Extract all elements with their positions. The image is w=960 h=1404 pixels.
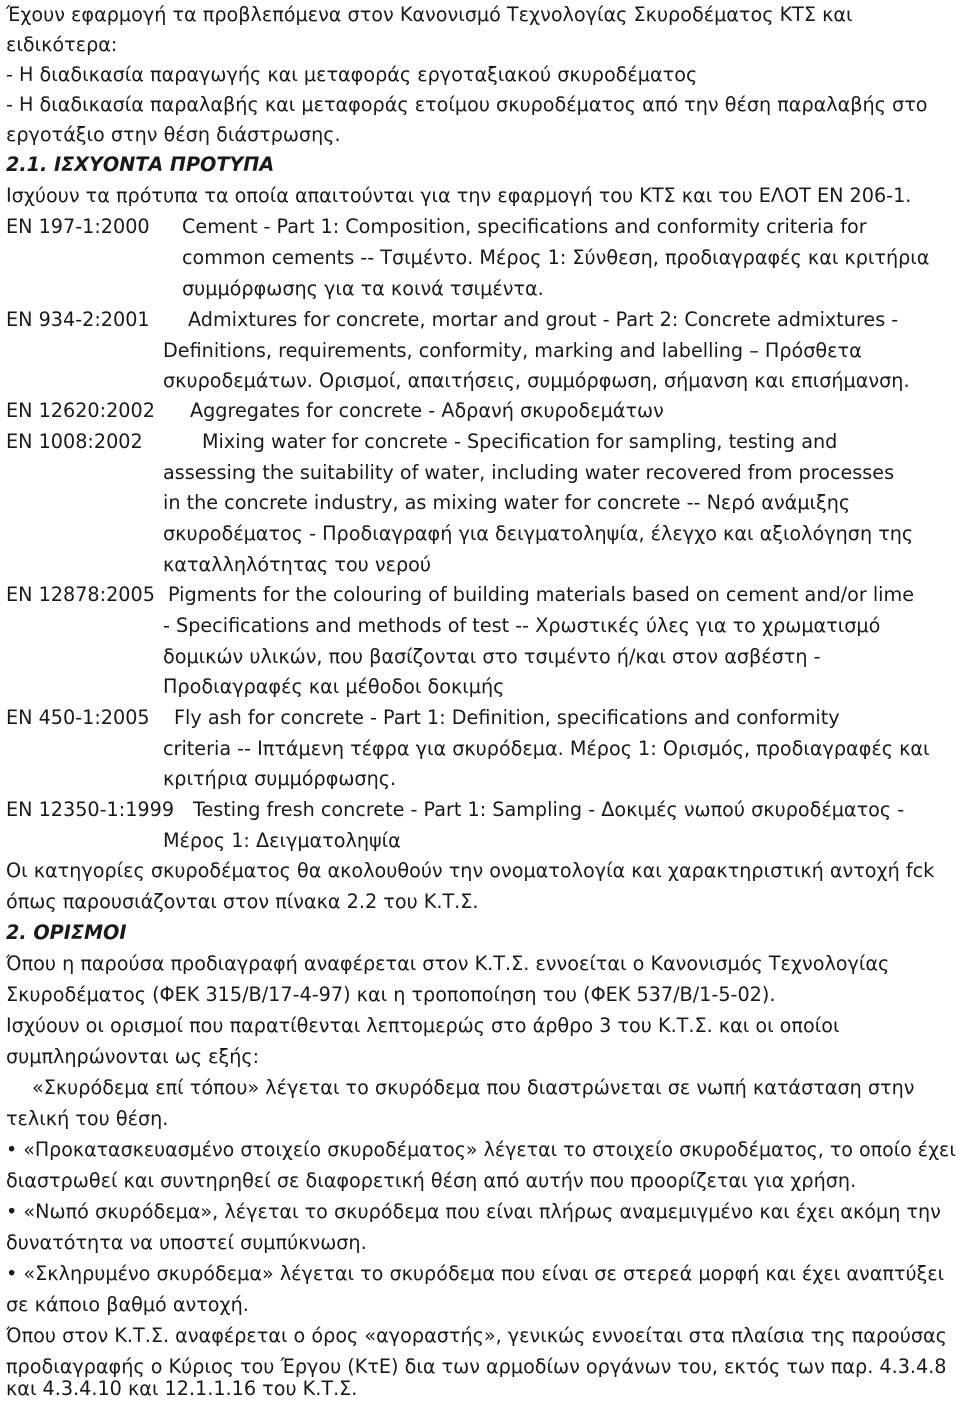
- standard-title-line: συμμόρφωσης για τα κοινά τσιμέντα.: [182, 277, 544, 300]
- standard-title-line: assessing the suitability of water, including water recovered from processes: [163, 461, 895, 484]
- standard-title-line: - Specifications and methods of test -- Χρωστικές ύλες για το χρωματισμό: [163, 614, 881, 637]
- definition-item: • «Σκληρυμένο σκυρόδεμα» λέγεται το σκυρόδεμα που είναι σε στερεά μορφή και έχει αναπτύξει: [6, 1262, 945, 1285]
- standard-title-line: καταλληλότητας του νερού: [163, 553, 431, 576]
- standard-code: EN 197-1:2000: [6, 215, 150, 238]
- definitions-p3-line-1: Όπου στον Κ.Τ.Σ. αναφέρεται ο όρος «αγοραστής», γενικώς εννοείται στα πλαίσια της παρούσας: [6, 1324, 947, 1347]
- standard-code: EN 1008:2002: [6, 430, 143, 453]
- standard-title-line: Μέρος 1: Δειγματοληψία: [163, 829, 401, 852]
- standard-code: EN 12350-1:1999: [6, 798, 175, 821]
- standard-title-line: Admixtures for concrete, mortar and grout - Part 2: Concrete admixtures -: [188, 308, 899, 331]
- definitions-p2-line-1: Ισχύουν οι ορισμοί που παρατίθενται λεπτομερώς στο άρθρο 3 του Κ.Τ.Σ. και οι οποίοι: [6, 1014, 840, 1037]
- standard-code: EN 12878:2005: [6, 583, 155, 606]
- standard-code: EN 450-1:2005: [6, 706, 150, 729]
- definitions-p3-line-2: προδιαγραφής ο Κύριος του Έργου (ΚτΕ) δια των αρμοδίων οργάνων του, εκτός των παρ. 4.3.4.8: [6, 1355, 947, 1378]
- standard-title-line: in the concrete industry, as mixing water for concrete -- Νερό ανάμιξης: [163, 491, 851, 514]
- definition-item: «Σκυρόδεμα επί τόπου» λέγεται το σκυρόδεμα που διαστρώνεται σε νωπή κατάσταση στην: [32, 1076, 915, 1099]
- standard-title-line: δομικών υλικών, που βασίζονται στο τσιμέντο ή/και στον ασβέστη -: [163, 645, 821, 668]
- definitions-p3-line-3: και 4.3.4.10 και 12.1.1.16 του Κ.Τ.Σ.: [6, 1377, 358, 1400]
- section-21-text: Ισχύουν τα πρότυπα τα οποία απαιτούνται για την εφαρμογή του ΚΤΣ και του ΕΛΟΤ ΕΝ 206-1.: [6, 184, 912, 207]
- standard-code: EN 934-2:2001: [6, 308, 150, 331]
- definition-item-continued: διαστρωθεί και συντηρηθεί σε διαφορετική θέση από αυτήν που προορίζεται για χρήση.: [6, 1169, 857, 1192]
- definitions-p1-line-2: Σκυροδέματος (ΦΕΚ 315/Β/17-4-97) και η τροποποίηση του (ΦΕΚ 537/Β/1-5-02).: [6, 983, 776, 1006]
- definition-item-continued: δυνατότητα να υποστεί συμπύκνωση.: [6, 1231, 367, 1254]
- standard-title-line: Testing fresh concrete - Part 1: Sampling - Δοκιμές νωπού σκυροδέματος -: [193, 798, 905, 821]
- standard-title-line: Aggregates for concrete - Αδρανή σκυροδεμάτων: [190, 399, 664, 422]
- intro-line-1: Έχουν εφαρμογή τα προβλεπόμενα στον Κανονισμό Τεχνολογίας Σκυροδέματος ΚΤΣ και: [6, 3, 853, 26]
- section-21-heading: 2.1. ΙΣΧΥΟΝΤΑ ΠΡΟΤΥΠΑ: [6, 153, 275, 176]
- section-2-heading: 2. ΟΡΙΣΜΟΙ: [6, 921, 127, 944]
- standard-title-line: Fly ash for concrete - Part 1: Definition, specifications and conformity: [174, 706, 840, 729]
- standard-title-line: Προδιαγραφές και μέθοδοι δοκιμής: [163, 675, 505, 698]
- standard-title-line: σκυροδέματος - Προδιαγραφή για δειγματοληψία, έλεγχο και αξιολόγηση της: [163, 522, 914, 545]
- definitions-p2-line-2: συμπληρώνονται ως εξής:: [6, 1045, 260, 1068]
- categories-line-1: Οι κατηγορίες σκυροδέματος θα ακολουθούν την ονοματολογία και χαρακτηριστική αντοχή fck: [6, 859, 935, 882]
- definition-item-continued: σε κάποιο βαθμό αντοχή.: [6, 1293, 249, 1316]
- standard-title-line: κριτήρια συμμόρφωσης.: [163, 767, 397, 790]
- standard-title-line: criteria -- Ιπτάμενη τέφρα για σκυρόδεμα. Μέρος 1: Ορισμός, προδιαγραφές και: [163, 737, 930, 760]
- categories-line-2: όπως παρουσιάζονται στον πίνακα 2.2 του Κ.Τ.Σ.: [6, 890, 479, 913]
- standard-title-line: Pigments for the colouring of building materials based on cement and/or lime: [168, 583, 915, 606]
- definition-item: • «Προκατασκευασμένο στοιχείο σκυροδέματος» λέγεται το στοιχείο σκυροδέματος, το οποίο έχει: [6, 1138, 956, 1161]
- standard-title-line: Mixing water for concrete - Specification for sampling, testing and: [202, 430, 838, 453]
- intro-line-2: ειδικότερα:: [6, 33, 118, 56]
- definition-item: • «Νωπό σκυρόδεμα», λέγεται το σκυρόδεμα που είναι πλήρως αναμεμιγμένο και έχει ακόμη την: [6, 1200, 941, 1223]
- definition-item-continued: τελική του θέση.: [6, 1107, 169, 1130]
- definitions-p1-line-1: Όπου η παρούσα προδιαγραφή αναφέρεται στον Κ.Τ.Σ. εννοείται ο Κανονισμός Τεχνολογίας: [6, 952, 890, 975]
- standard-code: EN 12620:2002: [6, 399, 155, 422]
- intro-line-5: εργοτάξιο στην θέση διάστρωσης.: [6, 123, 341, 146]
- intro-line-4: - Η διαδικασία παραλαβής και μεταφοράς ετοίμου σκυροδέματος από την θέση παραλαβής στο: [6, 93, 928, 116]
- intro-line-3: - Η διαδικασία παραγωγής και μεταφοράς εργοταξιακού σκυροδέματος: [6, 63, 698, 86]
- standard-title-line: common cements -- Τσιμέντο. Μέρος 1: Σύνθεση, προδιαγραφές και κριτήρια: [182, 246, 930, 269]
- standard-title-line: Cement - Part 1: Composition, specifications and conformity criteria for: [182, 215, 867, 238]
- standard-title-line: σκυροδεμάτων. Ορισμοί, απαιτήσεις, συμμόρφωση, σήμανση και επισήμανση.: [163, 369, 910, 392]
- standard-title-line: Definitions, requirements, conformity, marking and labelling – Πρόσθετα: [163, 339, 862, 362]
